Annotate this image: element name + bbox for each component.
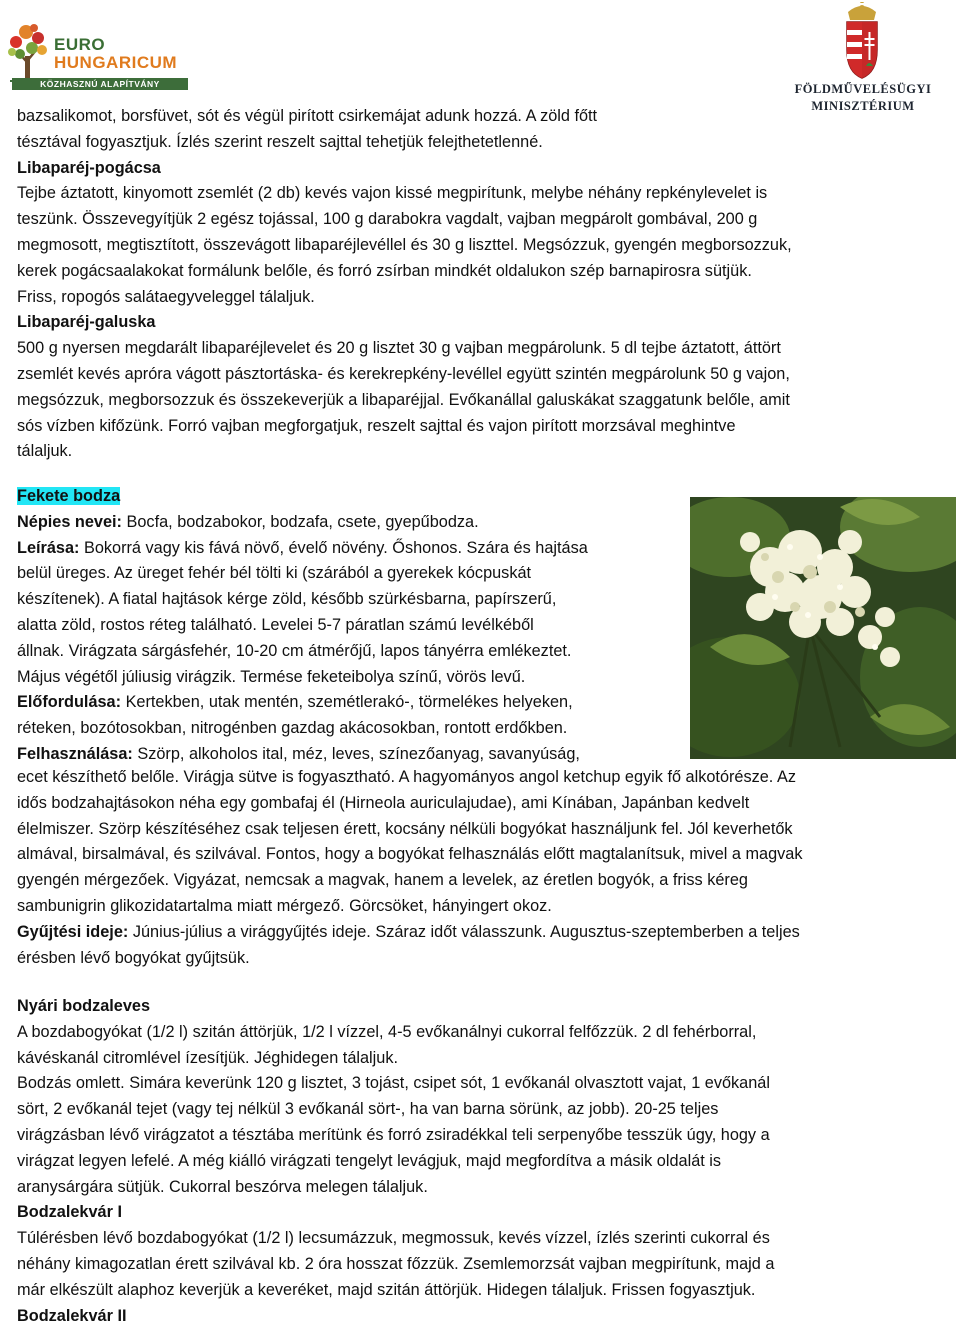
hungarian-coat-of-arms-icon <box>842 2 882 80</box>
body-line: sós vízben kifőzünk. Forró vajban megforgatjuk, reszelt sajttal és vajon pirított morzsával meghintve <box>17 416 736 435</box>
recipe-heading: Bodzalekvár I <box>17 1203 122 1222</box>
field-text: Szörp, alkoholos ital, méz, leves, színezőanyag, savanyúság, <box>132 744 580 763</box>
recipes-section <box>17 994 947 1329</box>
body-line: megsózzuk, megborsozzuk és összekeverjük a libaparéjjal. Evőkanállal galuskákat szaggatunk belőle, amit <box>17 390 790 409</box>
field-label: Leírása: <box>17 538 80 557</box>
field-label: Gyűjtési ideje: <box>17 922 129 941</box>
body-line: Túlérésben lévő bozdabogyókat (1/2 l) lecsumázzuk, megmossuk, kevés vízzel, ízlés szerinti cukorral és <box>17 1229 770 1248</box>
field-text: Bokorrá vagy kis fává növő, évelő növény. Őshonos. Szára és hajtása <box>79 538 588 557</box>
body-line: Tejbe áztatott, kinyomott zsemlét (2 db) kevés vajon kissé megpirítunk, melybe néhány repkénylevelet is <box>17 184 768 203</box>
logo-wordmark <box>54 36 177 71</box>
ministry-name-line2: MINISZTÉRIUM <box>811 99 915 113</box>
body-line: kerek pogácsaalakokat formálunk belőle, és forró zsírban mindkét oldalukon szép barnapirosra sütjük. <box>17 261 752 280</box>
body-line <box>17 510 947 536</box>
recipe-heading: Nyári bodzaleves <box>17 997 151 1015</box>
body-line: teszünk. Összevegyítjük 2 egész tojással, 100 g darabokra vagdalt, vajban megpárolt gombával, 200 g <box>17 210 758 229</box>
body-line <box>17 742 947 768</box>
intro-section <box>17 104 947 465</box>
body-line: érésben lévő bogyókat gyűjtsük. <box>17 948 250 967</box>
field-label: Felhasználása: <box>17 744 133 763</box>
body-line: élelmiszer. Szörp készítéséhez csak teljesen érett, kocsány nélküli bogyókat használjunk fel. Jól keverhetők <box>17 819 793 838</box>
field-label: Népies nevei: <box>17 512 122 531</box>
body-line: zsemlét kevés apróra vágott pásztortáska- és kerekrepkény-levéllel együtt szintén megpárolunk 50 g vajon, <box>17 364 790 383</box>
recipe-heading: Libaparéj-pogácsa <box>17 158 161 177</box>
body-line <box>17 536 947 562</box>
euro-hungaricum-logo <box>4 22 204 90</box>
body-line: virágzásban lévő virágzatot a tésztába merítünk és forró zsiradékkal teli serpenyőbe tesszük úgy, hogy a <box>17 1125 770 1144</box>
body-line: virágzat legyen lefelé. A még kiálló virágzati tengelyt levágjuk, majd megfordítva a másik oldalát is <box>17 1151 722 1170</box>
body-line: gyengén mérgezőek. Vigyázat, nemcsak a magvak, hanem a levelek, az éretlen bogyók, a friss kéreg <box>17 871 748 890</box>
logo-subtitle-bar: KÖZHASZNÚ ALAPÍTVÁNY <box>12 78 188 90</box>
body-line <box>17 690 947 716</box>
body-line: A bozdabogyókat (1/2 l) szitán áttörjük, 1/2 l vízzel, 4-5 evőkanálnyi cukorral felfőzzük. 2 dl fehérborral, <box>17 1022 757 1041</box>
body-line: aranysárgára sütjük. Cukorral beszórva melegen tálaljuk. <box>17 1177 428 1196</box>
body-line: sört, 2 evőkanál tejet (vagy tej nélkül 3 evőkanál sört-, ha van barna sörünk, az jobb). 20-25 teljes <box>17 1100 719 1119</box>
body-line: bazsalikomot, borsfüvet, sót és végül pirított csirkemájat adunk hozzá. A zöld főtt <box>17 107 598 125</box>
body-line <box>17 920 947 946</box>
plant-section <box>17 484 947 768</box>
plant-title-line <box>17 484 947 510</box>
logo-hungaricum-text: HUNGARICUM <box>54 53 178 72</box>
body-line: kávéskanál citromlével ízesítjük. Jéghidegen tálaljuk. <box>17 1048 398 1067</box>
body-line: alatta zöld, rostos réteg található. Levelei 5-7 páratlan számú levélkéből <box>17 615 534 634</box>
body-line: állnak. Virágzata sárgásfehér, 10-20 cm átmérőjű, lapos tányérra emlékeztet. <box>17 641 572 660</box>
body-line: Friss, ropogós salátaegyveleggel tálaljuk. <box>17 287 315 306</box>
plant-title: Fekete bodza <box>17 487 121 505</box>
field-label: Előfordulása: <box>17 693 122 712</box>
body-line: néhány kimagozatlan érett szilvával kb. 2 óra hosszat főzzük. Zsemlemorzsát vajban megpirítunk, majd a <box>17 1254 775 1273</box>
body-line: tálaljuk. <box>17 442 73 461</box>
body-line: sambunigrin glikozidatartalma miatt mérgező. Görcsöket, hányingert okoz. <box>17 896 552 915</box>
body-line: ecet készíthető belőle. Virágja sütve is fogyasztható. A hagyományos angol ketchup egyik fő alkotórésze. Az <box>17 768 796 786</box>
body-line: már elkészült alaphoz keverjük a keveréket, majd szitán áttörjük. Hidegen tálaljuk. Frissen fogyasztjuk. <box>17 1280 756 1299</box>
body-line: almával, birsalmával, és szilvával. Fontos, hogy a bogyókat felhasználás előtt magtalanítsuk, mivel a magvak <box>17 845 803 864</box>
recipe-heading: Libaparéj-galuska <box>17 313 156 332</box>
body-line: 500 g nyersen megdarált libaparéjlevelet és 20 g lisztet 30 g vajban megpárolunk. 5 dl tejbe áztatott, áttört <box>17 339 781 358</box>
body-line: készítenek). A fiatal hajtások kérge zöld, később szürkésbarna, papírszerű, <box>17 590 557 609</box>
body-line: tésztával fogyasztjuk. Ízlés szerint reszelt sajttal tehetjük felejthetetlenné. <box>17 132 543 151</box>
recipe-heading: Bodzalekvár II <box>17 1306 127 1325</box>
body-line: Május végétől júliusig virágzik. Termése feketeibolya színű, vörös levű. <box>17 667 526 686</box>
body-line: idős bodzahajtásokon néha egy gombafaj él (Hirneola auriculajudae), ami Kínában, Japánban kedvelt <box>17 793 750 812</box>
field-text: Bocfa, bodzabokor, bodzafa, csete, gyepűbodza. <box>121 512 479 531</box>
field-text: Kertekben, utak mentén, szemétlerakó-, törmelékes helyeken, <box>121 693 573 712</box>
field-text: Június-július a virággyűjtés ideje. Száraz időt válasszunk. Augusztus-szeptemberben a teljes <box>128 922 800 941</box>
body-line: megmosott, megtisztított, összevágott libaparéjlevéllel és 30 g liszttel. Megsózzuk, gyengén megborsozzuk, <box>17 235 792 254</box>
tree-logo-icon <box>4 22 52 84</box>
plant-usage-section <box>17 765 947 971</box>
ministry-name-line1: FÖLDMŰVELÉSÜGYI <box>794 82 932 96</box>
body-line: réteken, bozótosokban, nitrogénben gazdag akácosokban, rontott erdőkben. <box>17 719 568 738</box>
ministry-logo <box>788 2 948 120</box>
logo-euro-text: EURO <box>54 35 106 54</box>
body-line: belül üreges. Az üreget fehér bél tölti ki (szárából a gyerekek kócpuskát <box>17 564 532 583</box>
body-line: Bodzás omlett. Simára keverünk 120 g lisztet, 3 tojást, csipet sót, 1 evőkanál olvasztott vajat, 1 evőkanál <box>17 1074 770 1093</box>
